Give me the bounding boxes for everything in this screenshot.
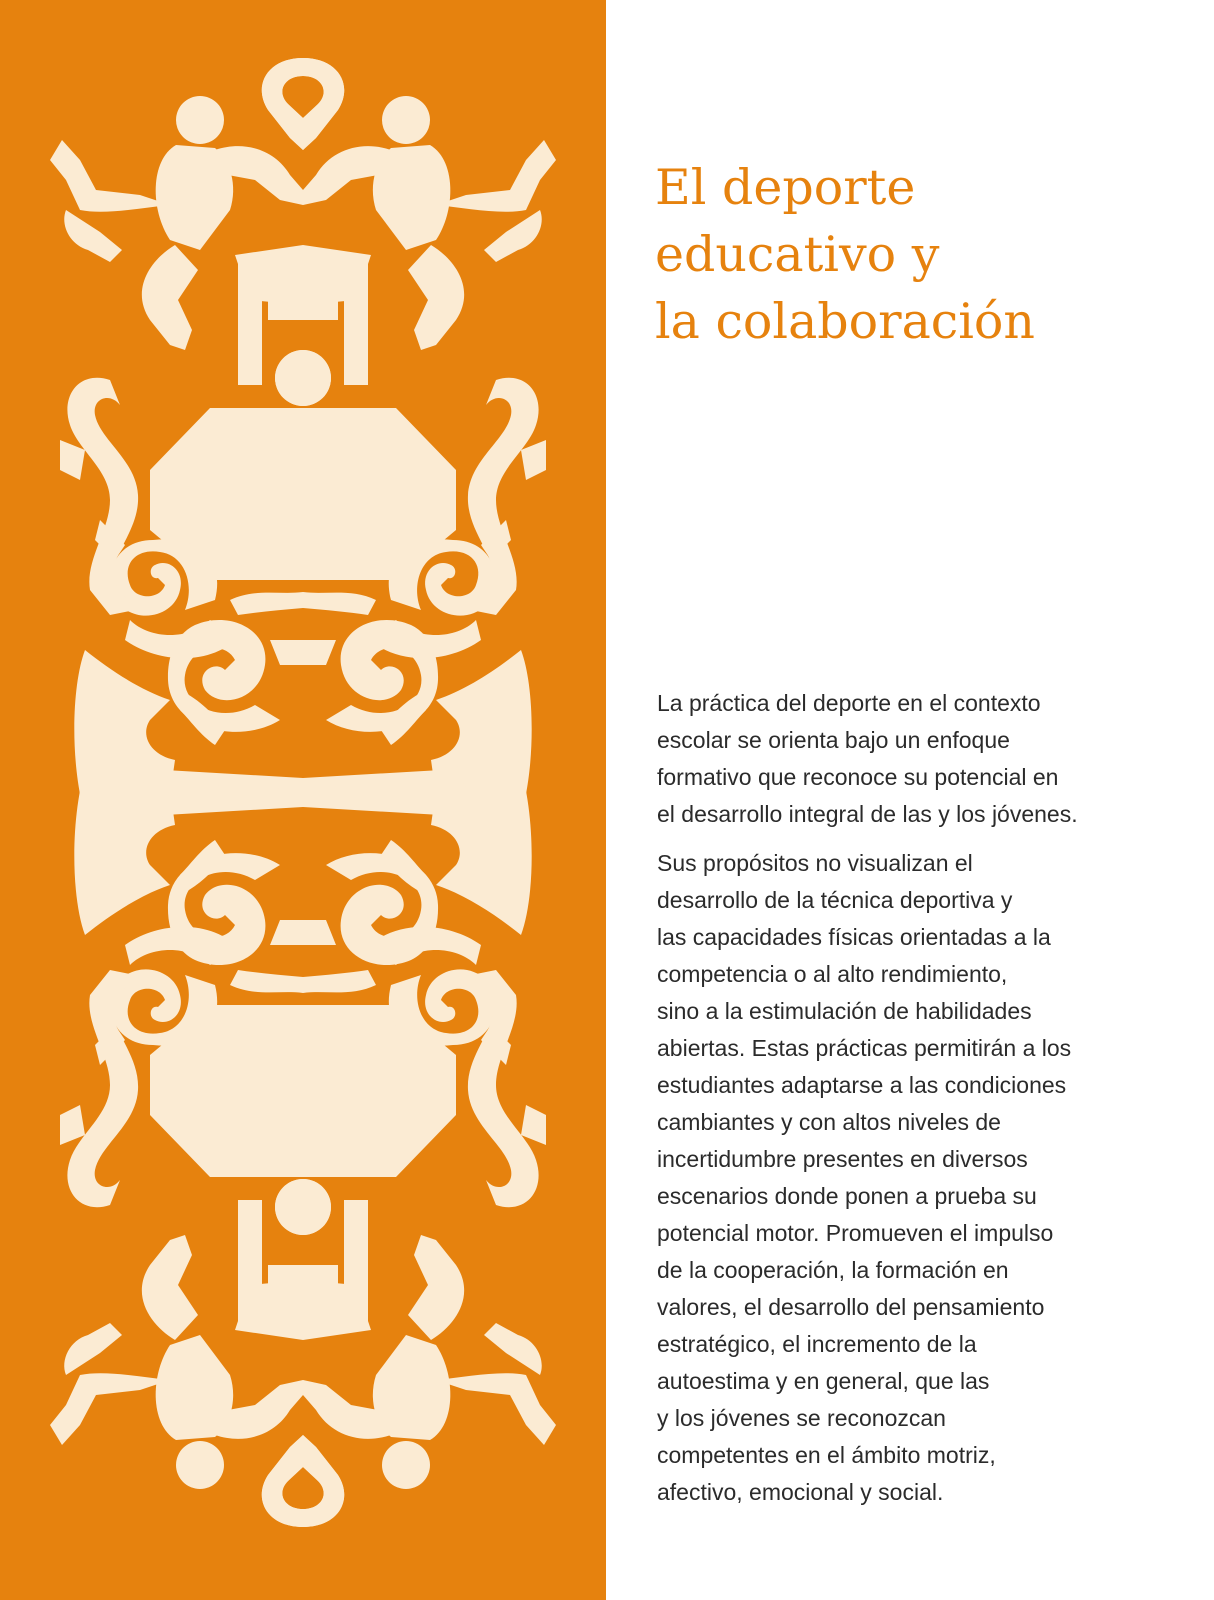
page-title xyxy=(655,154,1175,355)
paragraph-purposes xyxy=(657,845,1197,1511)
text-line: abiertas. Estas prácticas permitirán a los xyxy=(657,1035,1072,1061)
body-text xyxy=(657,685,1197,1523)
text-line: escolar se orienta bajo un enfoque xyxy=(657,727,1010,753)
text-line: afectivo, emocional y social. xyxy=(657,1479,944,1505)
text-line: las capacidades físicas orientadas a la xyxy=(657,924,1051,950)
text-line: sino a la estimulación de habilidades xyxy=(657,998,1032,1024)
text-line: estudiantes adaptarse a las condiciones xyxy=(657,1072,1067,1098)
text-line: y los jóvenes se reconozcan xyxy=(657,1405,946,1431)
content-column xyxy=(606,0,1214,1600)
text-line: desarrollo de la técnica deportiva y xyxy=(657,887,1013,913)
text-line: escenarios donde ponen a prueba su xyxy=(657,1183,1037,1209)
text-line: valores, el desarrollo del pensamiento xyxy=(657,1294,1045,1320)
text-line: cambiantes y con altos niveles de xyxy=(657,1109,1001,1135)
text-line: de la cooperación, la formación en xyxy=(657,1257,1009,1283)
paragraph-intro xyxy=(657,685,1197,833)
title-line: El deporte xyxy=(655,159,916,216)
title-line: educativo y xyxy=(655,226,940,283)
text-line: autoestima y en general, que las xyxy=(657,1368,990,1394)
ornament-bottom-half xyxy=(50,755,556,1527)
text-line: Sus propósitos no visualizan el xyxy=(657,850,973,876)
text-line: competentes en el ámbito motriz, xyxy=(657,1442,996,1468)
text-line: potencial motor. Promueven el impulso xyxy=(657,1220,1054,1246)
text-line: formativo que reconoce su potencial en xyxy=(657,764,1059,790)
ornament-top-half xyxy=(50,58,556,830)
text-line: incertidumbre presentes en diversos xyxy=(657,1146,1028,1172)
text-line: competencia o al alto rendimiento, xyxy=(657,961,1008,987)
text-line: La práctica del deporte en el contexto xyxy=(657,690,1041,716)
aztec-ornament-illustration xyxy=(0,0,606,1600)
ornament-panel xyxy=(0,0,606,1600)
title-line: la colaboración xyxy=(655,293,1035,350)
text-line: el desarrollo integral de las y los jóvenes. xyxy=(657,801,1078,827)
text-line: estratégico, el incremento de la xyxy=(657,1331,977,1357)
